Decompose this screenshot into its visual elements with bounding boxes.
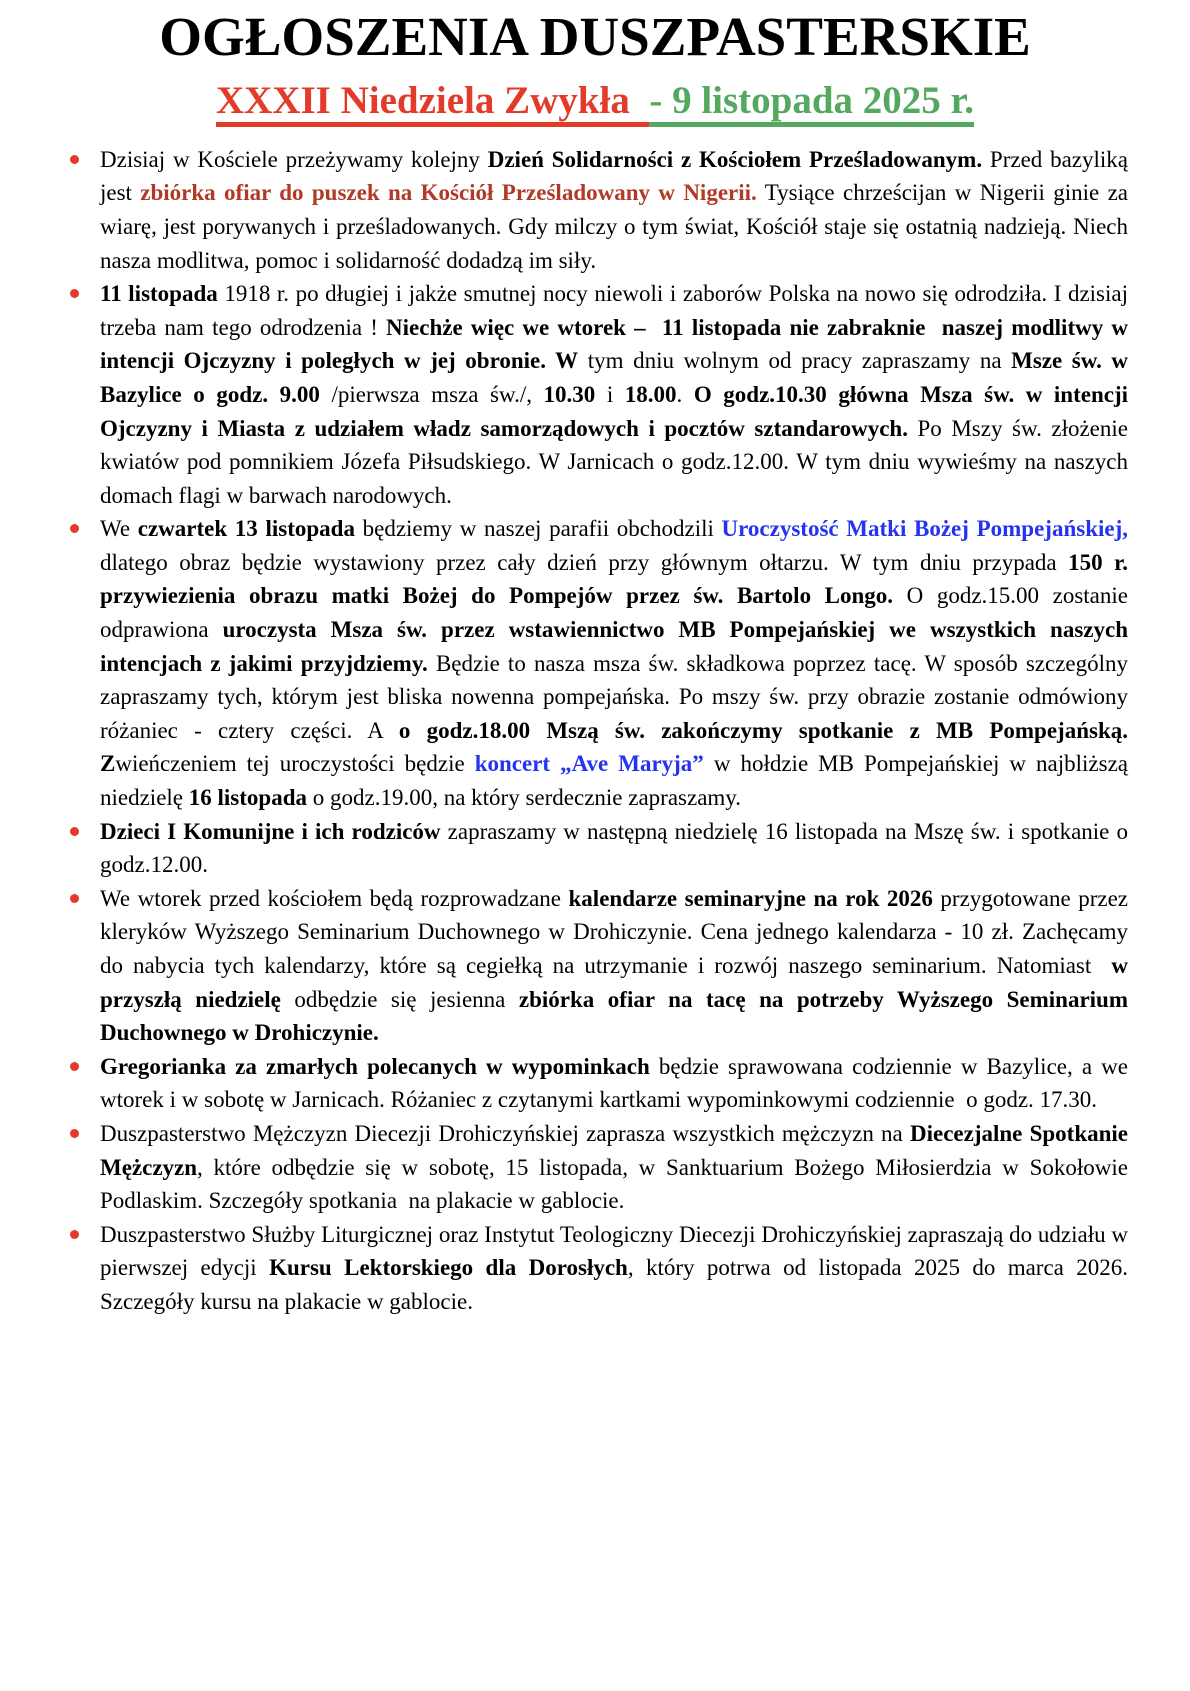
text-segment: Będzie to nasza msza św. składkowa poprzez tacę. W sposób szczególny zapraszamy tych, którym jest bliska nowenna pompejańska. Po mszy św. przy obrazie zostanie odmówiony różaniec - cztery części. A bbox=[100, 650, 1128, 743]
text-segment: tym dniu wolnym od pracy zapraszamy na bbox=[578, 348, 1012, 374]
text-segment: 1918 r. po długiej i jakże smutnej nocy niewoli i zaborów Polska na nowo się odrodziła. I dzisiaj trzeba nam tego odrodzenia ! bbox=[100, 281, 1128, 340]
list-item bbox=[100, 1117, 1128, 1218]
text-segment: Dzieci I Komunijne i ich rodziców bbox=[100, 818, 441, 844]
text-segment: koncert „Ave Maryja” bbox=[474, 751, 704, 777]
bullet-icon bbox=[70, 827, 79, 836]
bullet-icon bbox=[70, 524, 79, 533]
text-segment: będziemy w naszej parafii obchodzili bbox=[354, 516, 722, 542]
text-segment: Przed bazyliką jest bbox=[100, 146, 1128, 206]
list-item bbox=[100, 277, 1128, 512]
page-subtitle bbox=[0, 78, 1190, 123]
text-segment: O godz.15.00 zostanie odprawiona bbox=[100, 583, 1128, 643]
text-segment: dlatego obraz będzie wystawiony przez cały dzień przy głównym ołtarzu. W tym dniu przypada bbox=[100, 549, 1069, 575]
subtitle-date: - 9 listopada 2025 r. bbox=[649, 78, 975, 122]
text-segment: Niechże więc we wtorek – 11 listopada nie zabraknie naszej modlitwy w intencji Ojczyzny i poległych w jej obronie. W bbox=[100, 314, 1128, 374]
text-segment: będzie sprawowana codziennie w Bazylice, a we wtorek i w sobotę w Jarnicach. Różaniec z czytanymi kartkami wypominkowymi codziennie o godz. 17.30. bbox=[100, 1053, 1128, 1113]
text-segment: We wtorek przed kościołem będą rozprowadzane bbox=[100, 885, 569, 911]
page-title: OGŁOSZENIA DUSZPASTERSKIE bbox=[159, 6, 1031, 67]
text-segment: Dzisiaj w Kościele przeżywamy kolejny bbox=[100, 146, 488, 172]
list-item bbox=[100, 143, 1128, 277]
text-segment: Duszpasterstwo Mężczyzn Diecezji Drohiczyńskiej zaprasza wszystkich mężczyzn na bbox=[100, 1120, 910, 1146]
text-segment: Dzień Solidarności z Kościołem Prześladowanym. bbox=[487, 146, 983, 172]
text-segment: w hołdzie MB Pompejańskiej w najbliższą niedzielę bbox=[100, 751, 1129, 811]
bullet-icon bbox=[70, 289, 79, 298]
bullet-icon bbox=[70, 155, 79, 164]
text-segment: Kursu Lektorskiego dla Dorosłych bbox=[269, 1255, 628, 1281]
text-segment: 11 listopada bbox=[100, 281, 218, 307]
bullet-icon bbox=[70, 894, 79, 903]
text-segment: We bbox=[100, 516, 138, 542]
text-segment: O godz.10.30 główna Msza św. w intencji Ojczyzny i Miasta z udziałem władz samorządowych i pocztów sztandarowych. bbox=[100, 381, 1129, 441]
announcement-list bbox=[0, 143, 1190, 1319]
text-segment: Msze św. w Bazylice o godz. 9.00 bbox=[100, 348, 1128, 407]
text-segment: odbędzie się jesienna bbox=[280, 986, 519, 1012]
text-segment: przygotowane przez kleryków Wyższego Seminarium Duchownego w Drohiczynie. Cena jednego kalendarza - 10 zł. Zachęcamy do nabycia tych kalendarzy, które są cegiełką na utrzymanie i rozwój naszego seminarium. Natomiast bbox=[100, 885, 1128, 978]
parish-announcements-page bbox=[0, 8, 1190, 1691]
text-segment: kalendarze seminaryjne na rok 2026 bbox=[568, 885, 933, 911]
text-segment: Uroczystość Matki Bożej Pompejańskiej, bbox=[721, 516, 1128, 542]
text-segment: wieńczeniem tej uroczystości będzie bbox=[115, 751, 475, 777]
text-segment: /pierwsza msza św./, bbox=[319, 381, 544, 407]
text-segment: zbiórka ofiar do puszek na Kościół Prześladowany w Nigerii. bbox=[140, 180, 757, 206]
text-segment: Gregorianka za zmarłych polecanych w wypominkach bbox=[100, 1053, 650, 1079]
text-segment: 10.30 bbox=[543, 381, 596, 407]
text-segment: . bbox=[676, 381, 694, 407]
list-item bbox=[100, 815, 1128, 882]
bullet-icon bbox=[70, 1230, 79, 1239]
text-segment: o godz.18.00 Mszą św. zakończymy spotkanie z MB Pompejańską. Z bbox=[100, 717, 1128, 777]
text-segment: o godz.19.00, na który serdecznie zapraszamy. bbox=[307, 785, 742, 811]
list-item bbox=[100, 1218, 1128, 1319]
text-segment: 18.00 bbox=[624, 381, 677, 407]
text-segment: , które odbędzie się w sobotę, 15 listopada, w Sanktuarium Bożego Miłosierdzia w Sokołowie Podlaskim. Szczegóły spotkania na plakacie w gablocie. bbox=[100, 1154, 1128, 1214]
text-segment: uroczysta Msza św. przez wstawiennictwo MB Pompejańskiej we wszystkich naszych intencjach z jakimi przyjdziemy. bbox=[100, 617, 1128, 676]
text-segment: Tysiące chrześcijan w Nigerii ginie za wiarę, jest porywanych i prześladowanych. Gdy milczy o tym świat, Kościół staje się ostatnią nadzieją. Niech nasza modlitwa, pomoc i solidarność dodadzą im siły. bbox=[100, 180, 1128, 273]
text-segment: Duszpasterstwo Służby Liturgicznej oraz Instytut Teologiczny Diecezji Drohiczyńskiej zapraszają do udziału w pierwszej edycji bbox=[100, 1221, 1128, 1281]
text-segment: Po Mszy św. złożenie kwiatów pod pomnikiem Józefa Piłsudskiego. W Jarnicach o godz.12.00. W tym dniu wywieśmy na naszych domach flagi w barwach narodowych. bbox=[100, 415, 1128, 508]
text-segment: zbiórka ofiar na tacę na potrzeby Wyższego Seminarium Duchownego w Drohiczynie. bbox=[100, 986, 1128, 1046]
list-item bbox=[100, 882, 1128, 1050]
list-item bbox=[100, 1050, 1128, 1117]
text-segment: w przyszłą niedzielę bbox=[100, 953, 1128, 1012]
text-segment: zapraszamy w następną niedzielę 16 listopada na Mszę św. i spotkanie o godz.12.00. bbox=[100, 818, 1128, 878]
text-segment: czwartek 13 listopada bbox=[137, 516, 355, 542]
bullet-icon bbox=[70, 1129, 79, 1138]
bullet-icon bbox=[70, 1062, 79, 1071]
text-segment: 150 r. przywiezienia obrazu matki Bożej do Pompejów przez św. Bartolo Longo. bbox=[100, 549, 1128, 609]
text-segment: 16 listopada bbox=[188, 785, 307, 811]
text-segment: , który potrwa od listopada 2025 do marca 2026. Szczegóły kursu na plakacie w gablocie. bbox=[100, 1255, 1129, 1314]
text-segment: Diecezjalne Spotkanie Mężczyzn bbox=[100, 1120, 1129, 1180]
subtitle-sunday-name: XXXII Niedziela Zwykła bbox=[215, 78, 650, 122]
text-segment: i bbox=[595, 381, 625, 407]
list-item bbox=[100, 512, 1128, 814]
